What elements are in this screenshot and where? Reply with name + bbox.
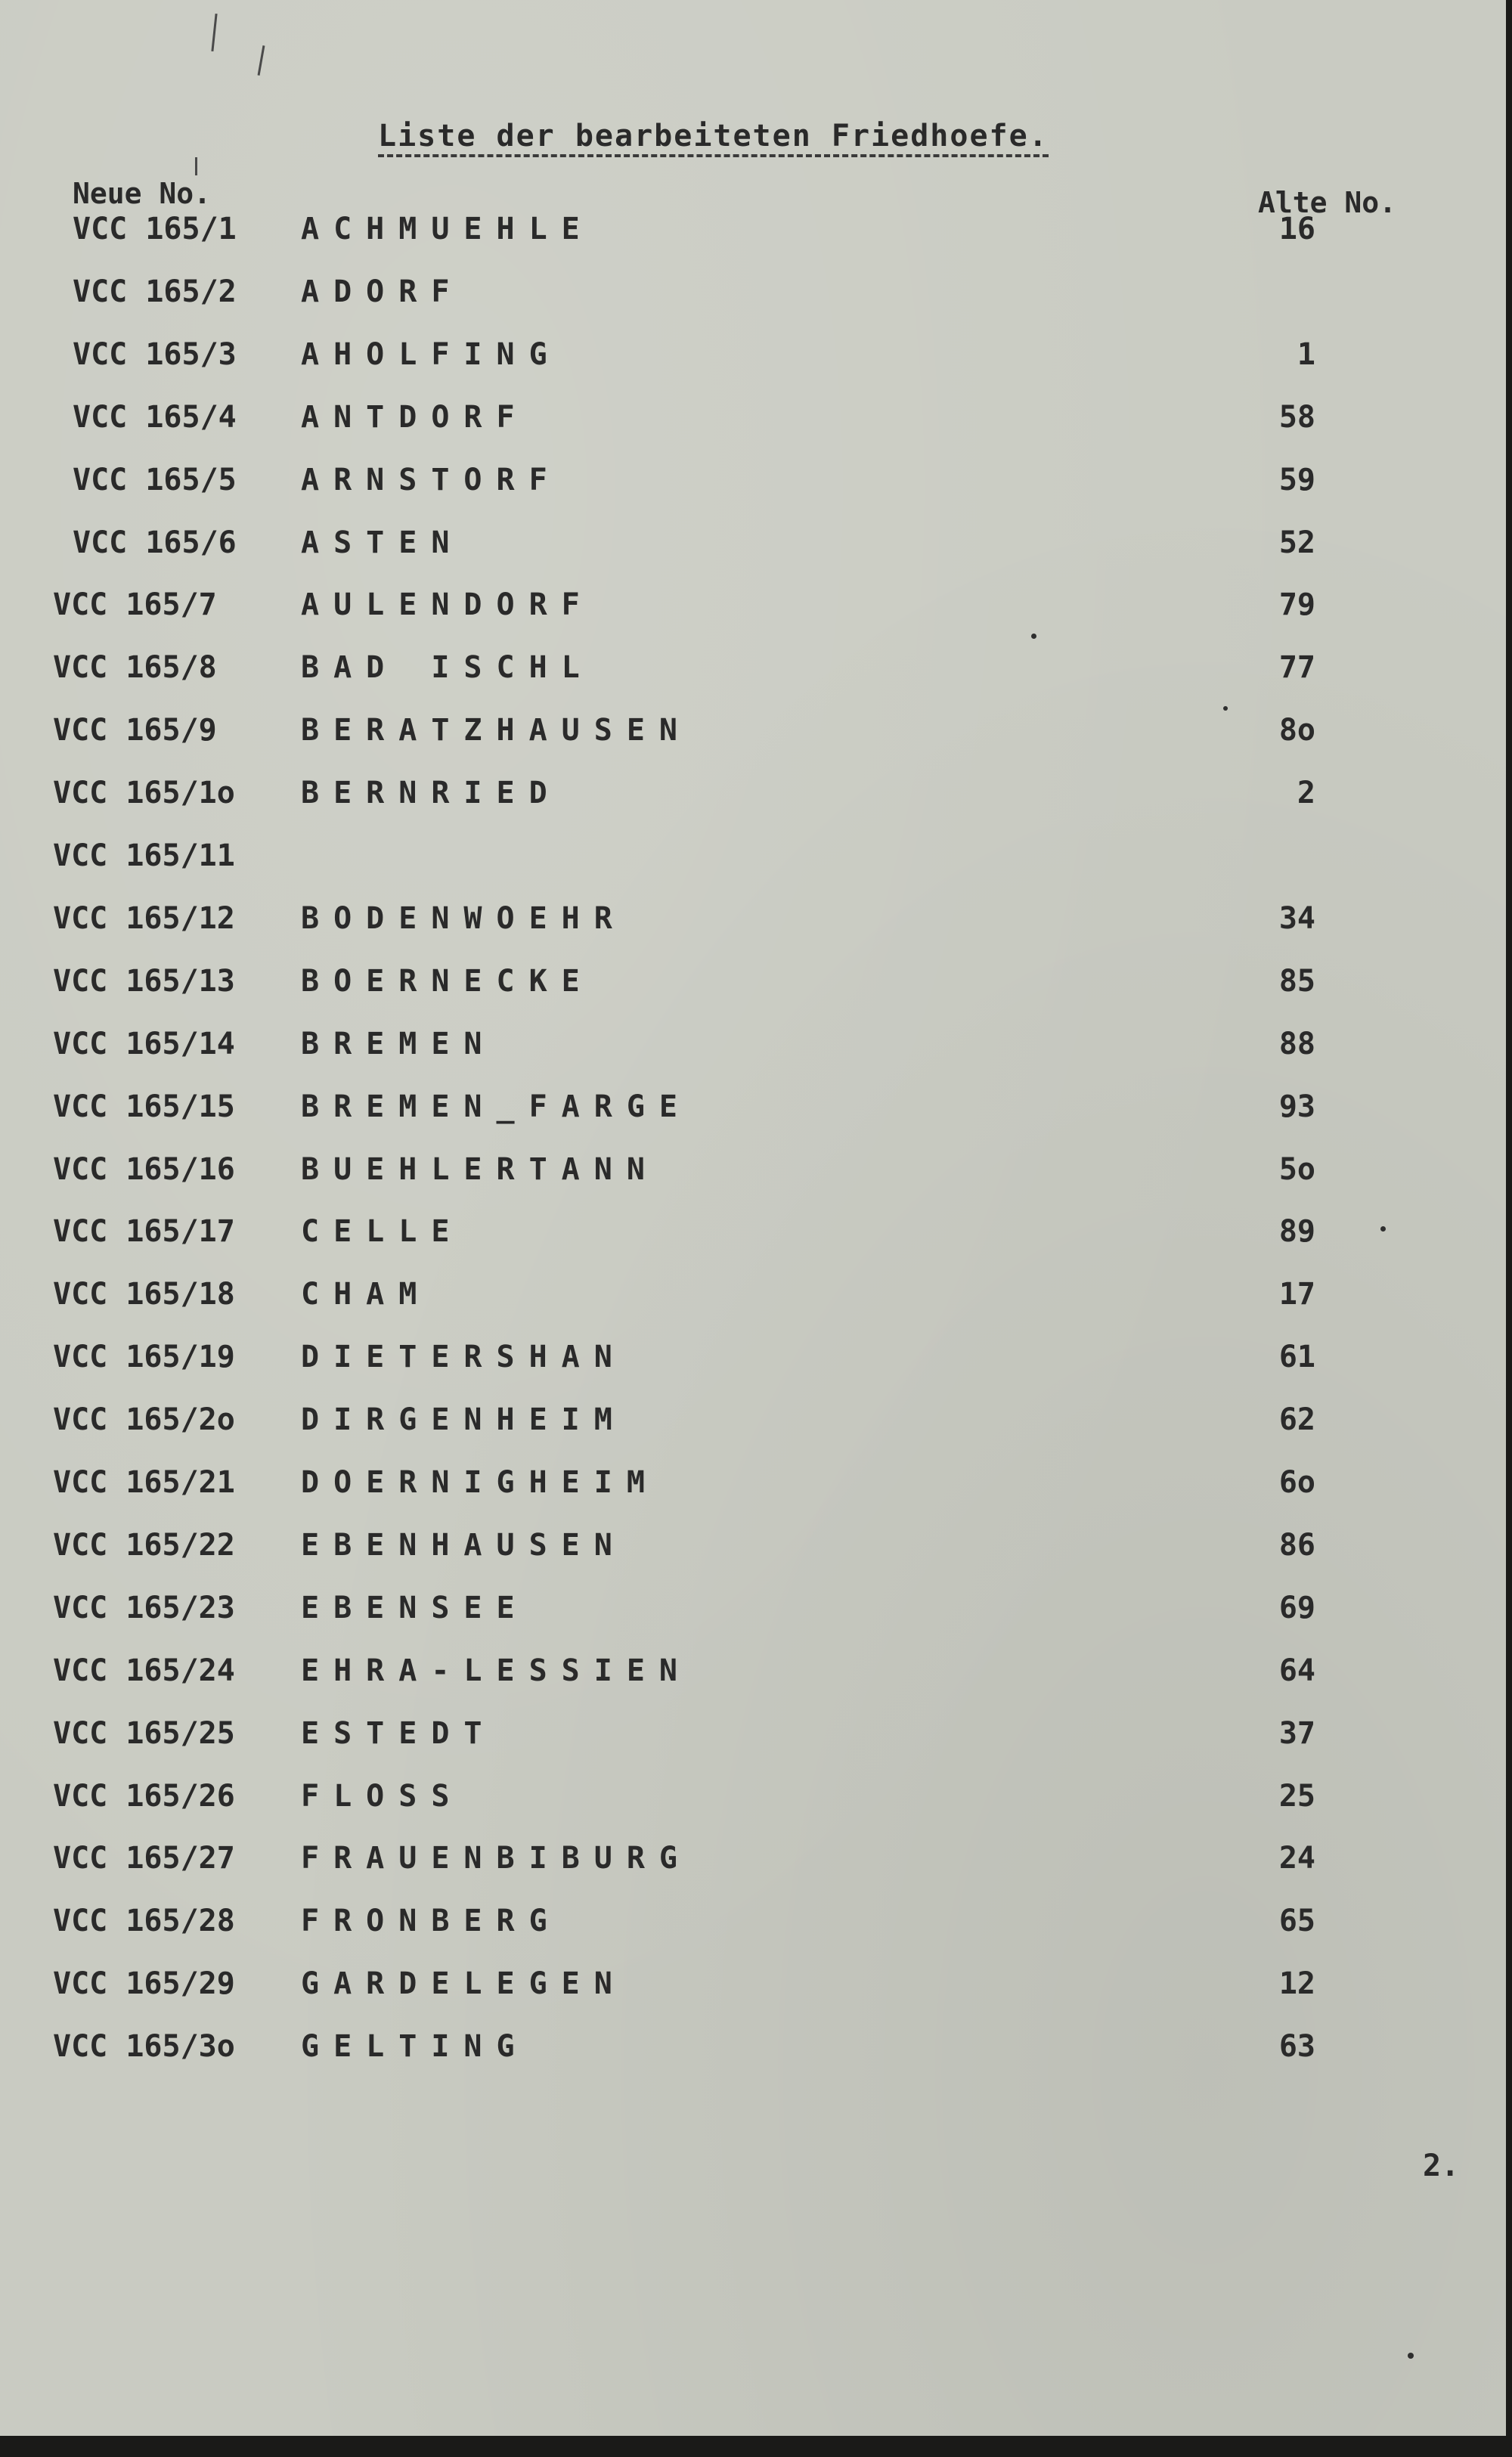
new-number: VCC 165/29	[53, 1966, 235, 2002]
new-number: VCC 165/3o	[53, 2029, 235, 2065]
cemetery-name: BREMEN	[301, 1026, 497, 1061]
old-number: 64	[1278, 1653, 1315, 1688]
old-number: 25	[1278, 1778, 1315, 1814]
header-old-number: Alte No.	[1258, 186, 1397, 219]
new-number: VCC 165/2	[73, 274, 237, 309]
cemetery-name: FRAUENBIBURG	[301, 1841, 692, 1876]
new-number: VCC 165/18	[53, 1277, 235, 1312]
list-item	[0, 1084, 1506, 1129]
cemetery-name: GELTING	[301, 2029, 529, 2065]
cemetery-name: CHAM	[301, 1277, 432, 1312]
old-number: 59	[1278, 462, 1315, 497]
cemetery-name: DIRGENHEIM	[301, 1402, 627, 1438]
old-number: 58	[1278, 399, 1315, 435]
old-number: 86	[1278, 1527, 1315, 1563]
new-number: VCC 165/16	[53, 1151, 235, 1187]
new-number: VCC 165/23	[53, 1590, 235, 1625]
list-item	[0, 1523, 1506, 1568]
old-number: 88	[1278, 1026, 1315, 1061]
list-item	[0, 582, 1506, 627]
cemetery-name: BAD ISCHL	[301, 650, 594, 686]
paper-mark	[211, 14, 217, 51]
cemetery-name: BERNRIED	[301, 776, 562, 811]
old-number: 63	[1278, 2029, 1315, 2065]
new-number: VCC 165/24	[53, 1653, 235, 1688]
old-number: 52	[1278, 525, 1315, 560]
cemetery-name: BODENWOEHR	[301, 900, 627, 936]
list-item	[0, 1460, 1506, 1505]
old-number: 24	[1278, 1841, 1315, 1876]
old-number: 2	[1297, 776, 1315, 811]
header-new-number: Neue No.	[73, 177, 212, 210]
old-number: 17	[1278, 1277, 1315, 1312]
list-item	[0, 1898, 1506, 1944]
new-number: VCC 165/8	[53, 650, 217, 686]
old-number: 69	[1278, 1590, 1315, 1625]
list-item	[0, 1272, 1506, 1317]
new-number: VCC 165/21	[53, 1465, 235, 1500]
cemetery-name: AHOLFING	[301, 336, 562, 372]
old-number: 34	[1278, 900, 1315, 936]
cemetery-name: EBENHAUSEN	[301, 1527, 627, 1563]
list-item	[0, 770, 1506, 816]
old-number: 12	[1278, 1966, 1315, 2002]
new-number: VCC 165/12	[53, 900, 235, 936]
old-number: 77	[1278, 650, 1315, 686]
list-item	[0, 395, 1506, 440]
new-number: VCC 165/9	[53, 713, 217, 748]
cemetery-name: ARNSTORF	[301, 462, 562, 497]
paper-mark	[258, 45, 265, 76]
old-number: 65	[1278, 1904, 1315, 1939]
list-item	[0, 708, 1506, 753]
list-item	[0, 1209, 1506, 1254]
paper-speck	[1380, 1226, 1386, 1232]
new-number: VCC 165/6	[73, 525, 237, 560]
cemetery-name: ACHMUEHLE	[301, 212, 594, 246]
paper-speck	[1031, 634, 1036, 639]
list-item	[0, 1961, 1506, 2006]
list-item	[0, 896, 1506, 941]
new-number: VCC 165/26	[53, 1778, 235, 1814]
cemetery-name: ANTDORF	[301, 399, 529, 435]
cemetery-name: BOERNECKE	[301, 963, 594, 999]
list-item	[0, 959, 1506, 1004]
cemetery-name: FRONBERG	[301, 1904, 562, 1939]
list-item	[0, 2024, 1506, 2069]
list-item	[0, 1585, 1506, 1631]
new-number: VCC 165/3	[73, 336, 237, 372]
old-number: 16	[1278, 212, 1315, 246]
cemetery-name: EBENSEE	[301, 1590, 529, 1625]
cemetery-name: BUEHLERTANN	[301, 1151, 659, 1187]
new-number: VCC 165/4	[73, 399, 237, 435]
list-item	[0, 833, 1506, 878]
new-number: VCC 165/17	[53, 1214, 235, 1250]
list-item	[0, 1147, 1506, 1192]
old-number: 89	[1278, 1214, 1315, 1250]
cemetery-name: BREMEN_FARGE	[301, 1089, 692, 1124]
list-item	[0, 206, 1506, 252]
cemetery-name: FLOSS	[301, 1778, 464, 1814]
old-number: 8o	[1278, 713, 1315, 748]
new-number: VCC 165/19	[53, 1340, 235, 1375]
list-item	[0, 1836, 1506, 1881]
cemetery-name: CELLE	[301, 1214, 464, 1250]
new-number: VCC 165/14	[53, 1026, 235, 1061]
old-number: 37	[1278, 1715, 1315, 1751]
paper-speck	[1223, 706, 1228, 711]
cemetery-name: EHRA-LESSIEN	[301, 1653, 692, 1688]
old-number: 6o	[1278, 1465, 1315, 1500]
cemetery-name: ESTEDT	[301, 1715, 497, 1751]
new-number: VCC 165/15	[53, 1089, 235, 1124]
cemetery-name: ASTEN	[301, 525, 464, 560]
new-number: VCC 165/7	[53, 587, 217, 623]
old-number: 79	[1278, 587, 1315, 623]
list-item	[0, 1334, 1506, 1380]
new-number: VCC 165/13	[53, 963, 235, 999]
list-item	[0, 1397, 1506, 1442]
cemetery-name: BERATZHAUSEN	[301, 713, 692, 748]
new-number: VCC 165/25	[53, 1715, 235, 1751]
cemetery-name: DOERNIGHEIM	[301, 1465, 659, 1500]
list-item	[0, 520, 1506, 565]
old-number: 93	[1278, 1089, 1315, 1124]
list-item	[0, 1774, 1506, 1819]
new-number: VCC 165/28	[53, 1904, 235, 1939]
list-item	[0, 457, 1506, 503]
paper-mark	[195, 157, 197, 175]
document-title: Liste der bearbeiteten Friedhoefe.	[378, 118, 1049, 157]
new-number: VCC 165/2o	[53, 1402, 235, 1438]
new-number: VCC 165/1o	[53, 776, 235, 811]
cemetery-name: AULENDORF	[301, 587, 594, 623]
list-item	[0, 269, 1506, 314]
list-item	[0, 1711, 1506, 1756]
list-item	[0, 1021, 1506, 1067]
paper-speck	[1408, 2353, 1414, 2359]
list-item	[0, 332, 1506, 377]
old-number: 61	[1278, 1340, 1315, 1375]
cemetery-name: ADORF	[301, 274, 464, 309]
cemetery-name: DIETERSHAN	[301, 1340, 627, 1375]
new-number: VCC 165/11	[53, 838, 235, 873]
page-number: 2.	[1423, 2149, 1460, 2183]
new-number: VCC 165/1	[73, 212, 237, 246]
new-number: VCC 165/27	[53, 1841, 235, 1876]
list-item	[0, 645, 1506, 690]
new-number: VCC 165/5	[73, 462, 237, 497]
list-item	[0, 1648, 1506, 1693]
new-number: VCC 165/22	[53, 1527, 235, 1563]
old-number: 85	[1278, 963, 1315, 999]
cemetery-name: GARDELEGEN	[301, 1966, 627, 2002]
old-number: 1	[1297, 336, 1315, 372]
old-number: 62	[1278, 1402, 1315, 1438]
old-number: 5o	[1278, 1151, 1315, 1187]
